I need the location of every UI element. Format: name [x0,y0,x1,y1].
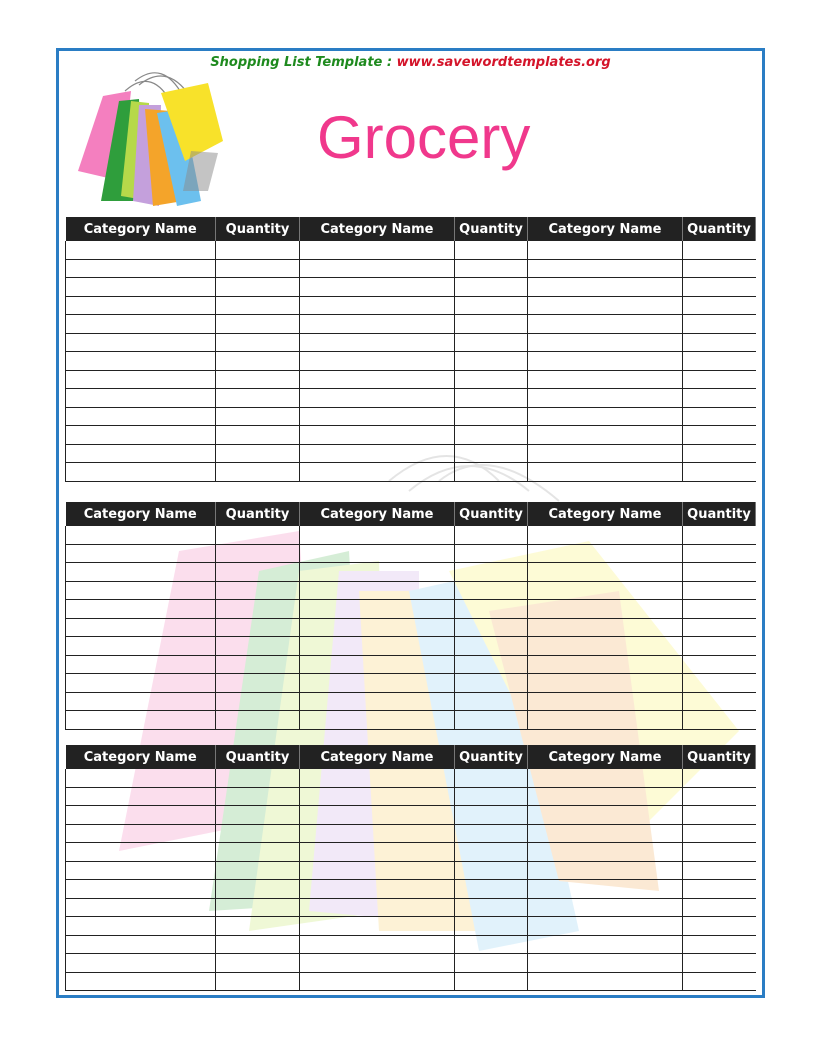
column-header: Quantity [683,502,756,526]
header-url[interactable]: www.savewordtemplates.org [396,55,611,70]
quantity-cell[interactable] [455,259,528,278]
category-cell[interactable] [528,917,683,936]
category-cell[interactable] [528,333,683,352]
quantity-cell[interactable] [216,463,300,482]
category-cell[interactable] [300,352,455,371]
quantity-cell[interactable] [216,389,300,408]
category-cell[interactable] [300,544,455,563]
table-row [66,315,756,334]
quantity-cell[interactable] [683,296,756,315]
category-cell[interactable] [300,526,455,544]
table-row [66,241,756,259]
category-cell[interactable] [528,935,683,954]
column-header: Category Name [66,502,216,526]
category-cell[interactable] [300,692,455,711]
table-row [66,618,756,637]
quantity-cell[interactable] [455,544,528,563]
quantity-cell[interactable] [216,972,300,991]
category-cell[interactable] [66,544,216,563]
header-label: Shopping List Template : [210,55,393,70]
quantity-cell[interactable] [216,787,300,806]
category-cell[interactable] [66,972,216,991]
category-cell[interactable] [528,972,683,991]
category-cell[interactable] [66,824,216,843]
quantity-cell[interactable] [455,674,528,693]
category-cell[interactable] [300,389,455,408]
quantity-cell[interactable] [455,769,528,787]
category-cell[interactable] [528,843,683,862]
quantity-cell[interactable] [455,370,528,389]
table-row [66,917,756,936]
category-cell[interactable] [528,444,683,463]
quantity-cell[interactable] [683,917,756,936]
table-row [66,954,756,973]
quantity-cell[interactable] [455,861,528,880]
category-cell[interactable] [300,655,455,674]
category-cell[interactable] [528,426,683,445]
category-cell[interactable] [528,296,683,315]
category-cell[interactable] [300,843,455,862]
table-row [66,333,756,352]
category-cell[interactable] [528,637,683,656]
quantity-cell[interactable] [216,711,300,730]
quantity-cell[interactable] [216,861,300,880]
category-cell[interactable] [528,370,683,389]
category-cell[interactable] [300,426,455,445]
quantity-cell[interactable] [216,352,300,371]
quantity-cell[interactable] [683,898,756,917]
quantity-cell[interactable] [455,711,528,730]
category-cell[interactable] [300,241,455,259]
category-cell[interactable] [300,581,455,600]
category-cell[interactable] [528,407,683,426]
table-row [66,637,756,656]
table-row [66,352,756,371]
table-row [66,463,756,482]
category-cell[interactable] [528,711,683,730]
quantity-cell[interactable] [216,954,300,973]
category-cell[interactable] [300,954,455,973]
quantity-cell[interactable] [683,370,756,389]
category-cell[interactable] [66,843,216,862]
quantity-cell[interactable] [455,692,528,711]
quantity-cell[interactable] [683,581,756,600]
quantity-cell[interactable] [683,333,756,352]
category-cell[interactable] [66,787,216,806]
quantity-cell[interactable] [216,444,300,463]
quantity-cell[interactable] [216,315,300,334]
category-cell[interactable] [66,674,216,693]
category-cell[interactable] [66,898,216,917]
quantity-cell[interactable] [455,898,528,917]
page-title: Grocery [317,104,531,171]
column-header: Quantity [455,217,528,241]
category-cell[interactable] [66,600,216,619]
category-cell[interactable] [300,824,455,843]
quantity-cell[interactable] [455,526,528,544]
category-cell[interactable] [300,972,455,991]
table-row [66,407,756,426]
quantity-cell[interactable] [216,370,300,389]
category-cell[interactable] [66,655,216,674]
quantity-cell[interactable] [683,787,756,806]
category-cell[interactable] [66,241,216,259]
column-header: Category Name [66,217,216,241]
quantity-cell[interactable] [683,259,756,278]
category-cell[interactable] [300,259,455,278]
quantity-cell[interactable] [455,296,528,315]
category-cell[interactable] [528,463,683,482]
category-cell[interactable] [66,637,216,656]
category-cell[interactable] [66,769,216,787]
category-cell[interactable] [300,296,455,315]
table-row [66,824,756,843]
quantity-cell[interactable] [455,581,528,600]
quantity-cell[interactable] [683,935,756,954]
category-cell[interactable] [528,787,683,806]
category-cell[interactable] [528,674,683,693]
category-cell[interactable] [66,861,216,880]
column-header: Quantity [216,745,300,769]
category-cell[interactable] [528,898,683,917]
category-cell[interactable] [66,526,216,544]
column-header: Quantity [216,217,300,241]
quantity-cell[interactable] [216,581,300,600]
quantity-cell[interactable] [683,806,756,825]
category-cell[interactable] [300,278,455,297]
quantity-cell[interactable] [683,444,756,463]
quantity-cell[interactable] [216,824,300,843]
grocery-table-2 [65,502,756,730]
category-cell[interactable] [528,655,683,674]
category-cell[interactable] [528,880,683,899]
table-row [66,880,756,899]
category-cell[interactable] [66,917,216,936]
quantity-cell[interactable] [216,333,300,352]
category-cell[interactable] [66,389,216,408]
category-cell[interactable] [300,711,455,730]
quantity-cell[interactable] [216,843,300,862]
column-header: Category Name [528,502,683,526]
category-cell[interactable] [300,407,455,426]
quantity-cell[interactable] [455,917,528,936]
category-cell[interactable] [528,692,683,711]
quantity-cell[interactable] [216,898,300,917]
quantity-cell[interactable] [216,278,300,297]
quantity-cell[interactable] [455,618,528,637]
column-header: Category Name [300,745,455,769]
quantity-cell[interactable] [216,544,300,563]
category-cell[interactable] [66,444,216,463]
category-cell[interactable] [528,352,683,371]
table-row [66,935,756,954]
table-row [66,581,756,600]
quantity-cell[interactable] [455,426,528,445]
quantity-cell[interactable] [455,563,528,582]
category-cell[interactable] [66,692,216,711]
quantity-cell[interactable] [683,972,756,991]
quantity-cell[interactable] [455,600,528,619]
quantity-cell[interactable] [216,407,300,426]
table-row [66,898,756,917]
quantity-cell[interactable] [683,241,756,259]
category-cell[interactable] [528,954,683,973]
category-cell[interactable] [300,444,455,463]
category-cell[interactable] [66,711,216,730]
table-row [66,806,756,825]
quantity-cell[interactable] [683,315,756,334]
category-cell[interactable] [66,935,216,954]
quantity-cell[interactable] [683,526,756,544]
category-cell[interactable] [66,806,216,825]
category-cell[interactable] [300,935,455,954]
quantity-cell[interactable] [683,711,756,730]
category-cell[interactable] [300,333,455,352]
quantity-cell[interactable] [216,296,300,315]
quantity-cell[interactable] [216,563,300,582]
quantity-cell[interactable] [455,389,528,408]
category-cell[interactable] [300,463,455,482]
quantity-cell[interactable] [216,935,300,954]
category-cell[interactable] [66,563,216,582]
quantity-cell[interactable] [455,806,528,825]
table-row [66,563,756,582]
quantity-cell[interactable] [683,389,756,408]
quantity-cell[interactable] [683,407,756,426]
quantity-cell[interactable] [683,843,756,862]
category-cell[interactable] [66,296,216,315]
category-cell[interactable] [300,674,455,693]
category-cell[interactable] [528,824,683,843]
column-header: Category Name [528,745,683,769]
table-row [66,692,756,711]
quantity-cell[interactable] [216,600,300,619]
quantity-cell[interactable] [455,655,528,674]
quantity-cell[interactable] [455,954,528,973]
category-cell[interactable] [300,370,455,389]
quantity-cell[interactable] [455,463,528,482]
table-row [66,843,756,862]
grocery-table-3 [65,745,756,991]
quantity-cell[interactable] [683,861,756,880]
quantity-cell[interactable] [683,426,756,445]
quantity-cell[interactable] [216,618,300,637]
category-cell[interactable] [300,880,455,899]
quantity-cell[interactable] [683,769,756,787]
quantity-cell[interactable] [216,917,300,936]
column-header: Category Name [300,502,455,526]
quantity-cell[interactable] [455,880,528,899]
table-row [66,278,756,297]
category-cell[interactable] [66,315,216,334]
category-cell[interactable] [300,917,455,936]
category-cell[interactable] [300,600,455,619]
category-cell[interactable] [300,637,455,656]
table-row [66,972,756,991]
category-cell[interactable] [300,315,455,334]
table-row [66,526,756,544]
quantity-cell[interactable] [216,674,300,693]
category-cell[interactable] [300,787,455,806]
table-row [66,544,756,563]
shopping-bags-icon [73,61,233,206]
quantity-cell[interactable] [216,637,300,656]
quantity-cell[interactable] [683,954,756,973]
quantity-cell[interactable] [455,278,528,297]
column-header: Category Name [300,217,455,241]
table-row [66,787,756,806]
category-cell[interactable] [528,563,683,582]
category-cell[interactable] [66,618,216,637]
page-frame [56,48,765,998]
table-row [66,444,756,463]
category-cell[interactable] [300,806,455,825]
quantity-cell[interactable] [216,526,300,544]
table-row [66,861,756,880]
category-cell[interactable] [528,278,683,297]
quantity-cell[interactable] [216,655,300,674]
category-cell[interactable] [66,407,216,426]
quantity-cell[interactable] [216,806,300,825]
category-cell[interactable] [66,259,216,278]
table-row [66,600,756,619]
quantity-cell[interactable] [455,787,528,806]
category-cell[interactable] [528,259,683,278]
quantity-cell[interactable] [683,637,756,656]
quantity-cell[interactable] [455,241,528,259]
category-cell[interactable] [528,769,683,787]
table-row [66,711,756,730]
column-header: Quantity [455,502,528,526]
quantity-cell[interactable] [455,352,528,371]
quantity-cell[interactable] [216,241,300,259]
quantity-cell[interactable] [683,618,756,637]
table-row [66,426,756,445]
column-header: Quantity [216,502,300,526]
quantity-cell[interactable] [683,463,756,482]
quantity-cell[interactable] [216,692,300,711]
category-cell[interactable] [66,370,216,389]
category-cell[interactable] [66,880,216,899]
quantity-cell[interactable] [683,692,756,711]
quantity-cell[interactable] [455,637,528,656]
category-cell[interactable] [528,861,683,880]
table-row [66,259,756,278]
column-header: Quantity [683,745,756,769]
category-cell[interactable] [66,426,216,445]
category-cell[interactable] [528,581,683,600]
category-cell[interactable] [300,769,455,787]
category-cell[interactable] [528,618,683,637]
quantity-cell[interactable] [216,426,300,445]
column-header: Quantity [683,217,756,241]
category-cell[interactable] [300,563,455,582]
quantity-cell[interactable] [683,674,756,693]
category-cell[interactable] [66,954,216,973]
quantity-cell[interactable] [683,563,756,582]
grocery-table-1 [65,217,756,482]
quantity-cell[interactable] [455,315,528,334]
quantity-cell[interactable] [683,655,756,674]
table-row [66,370,756,389]
column-header: Category Name [528,217,683,241]
category-cell[interactable] [528,806,683,825]
category-cell[interactable] [528,389,683,408]
quantity-cell[interactable] [455,972,528,991]
table-row [66,769,756,787]
quantity-cell[interactable] [683,352,756,371]
quantity-cell[interactable] [455,843,528,862]
quantity-cell[interactable] [455,333,528,352]
category-cell[interactable] [300,898,455,917]
table-row [66,389,756,408]
quantity-cell[interactable] [683,880,756,899]
category-cell[interactable] [66,581,216,600]
category-cell[interactable] [300,861,455,880]
category-cell[interactable] [528,315,683,334]
quantity-cell[interactable] [455,824,528,843]
quantity-cell[interactable] [216,769,300,787]
quantity-cell[interactable] [455,444,528,463]
column-header: Category Name [66,745,216,769]
category-cell[interactable] [66,463,216,482]
quantity-cell[interactable] [455,407,528,426]
category-cell[interactable] [300,618,455,637]
quantity-cell[interactable] [683,600,756,619]
quantity-cell[interactable] [216,259,300,278]
quantity-cell[interactable] [455,935,528,954]
quantity-cell[interactable] [216,880,300,899]
category-cell[interactable] [66,333,216,352]
table-row [66,655,756,674]
category-cell[interactable] [528,526,683,544]
category-cell[interactable] [66,352,216,371]
table-row [66,674,756,693]
category-cell[interactable] [66,278,216,297]
category-cell[interactable] [528,600,683,619]
quantity-cell[interactable] [683,824,756,843]
quantity-cell[interactable] [683,278,756,297]
table-row [66,296,756,315]
category-cell[interactable] [528,241,683,259]
column-header: Quantity [455,745,528,769]
category-cell[interactable] [528,544,683,563]
quantity-cell[interactable] [683,544,756,563]
